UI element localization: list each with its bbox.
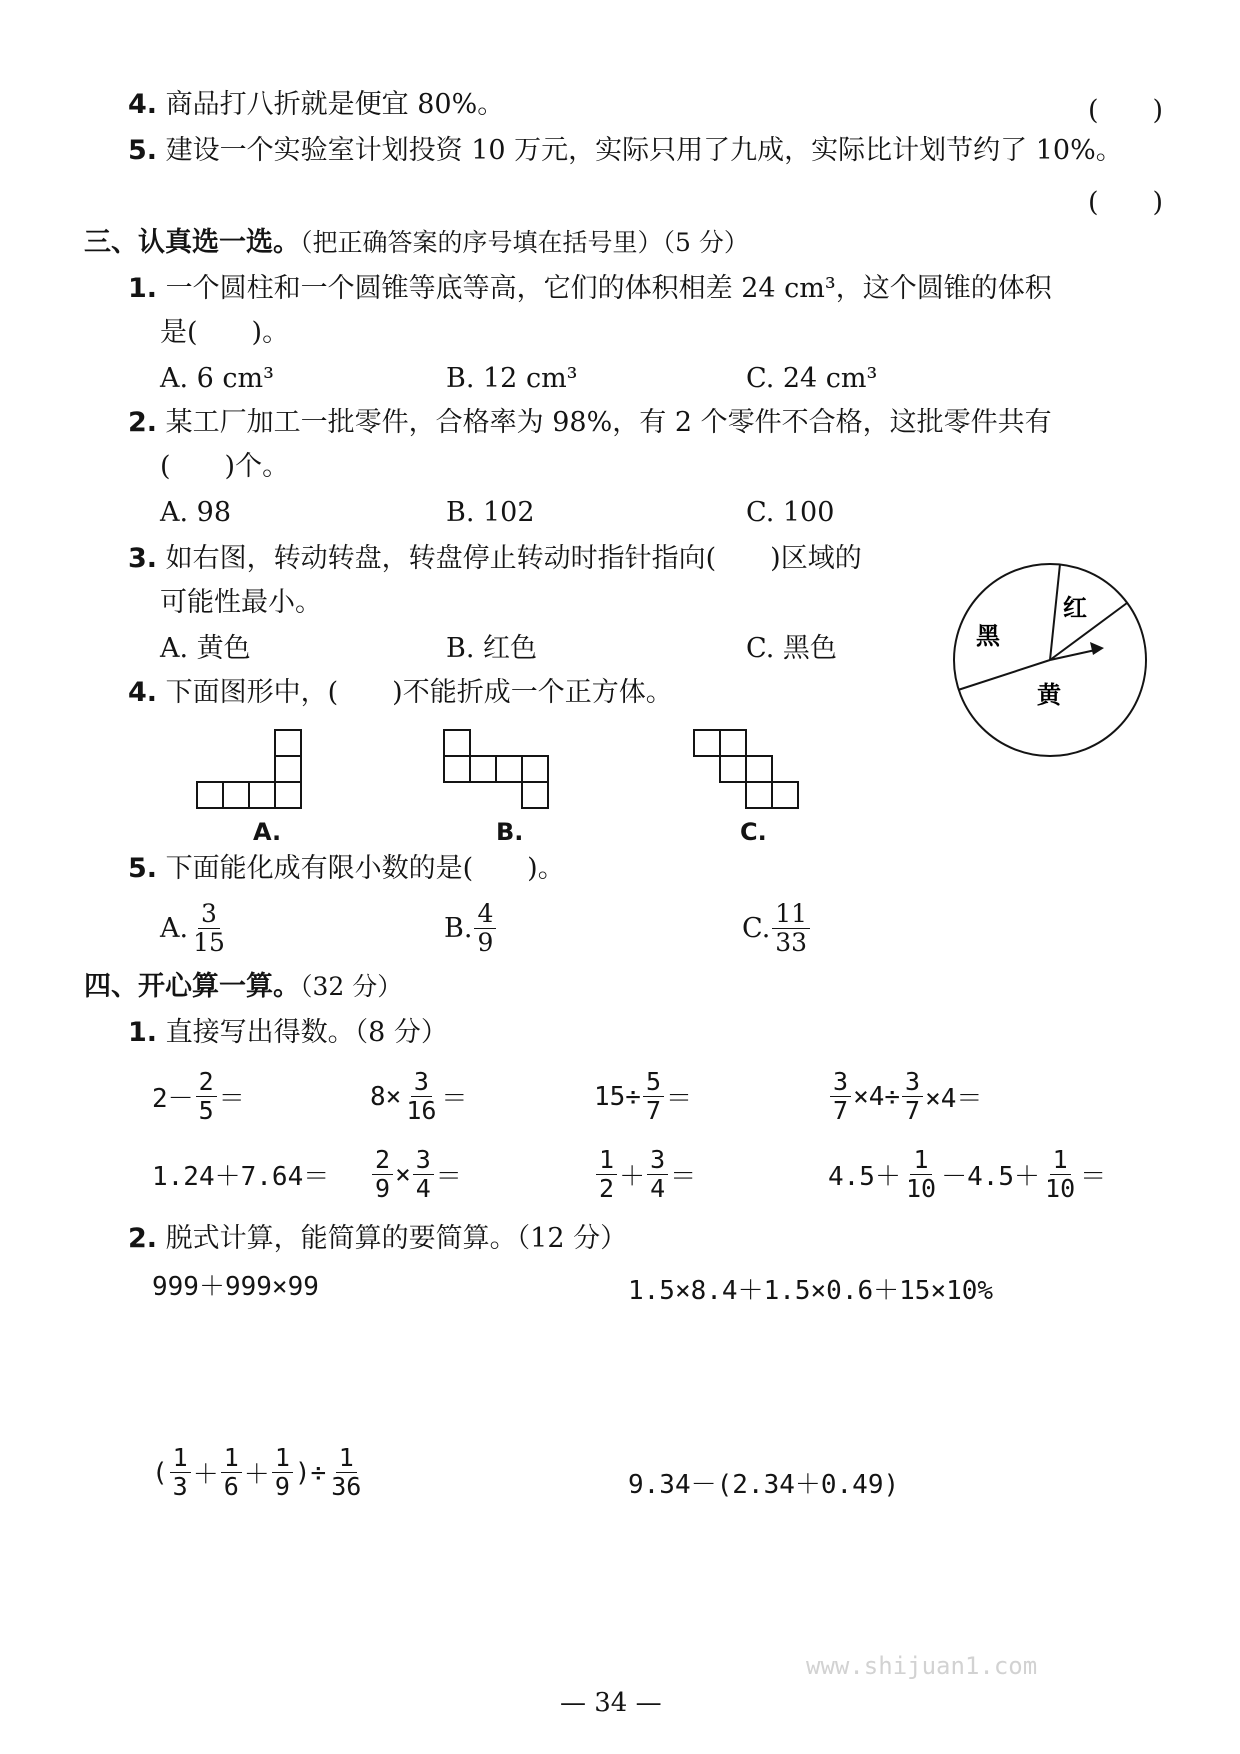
choice-question-3: 3. 如右图，转动转盘，转盘停止转动时指针指向( )区域的	[128, 543, 862, 574]
cube-net-a	[195, 726, 315, 816]
calc-step-2: 1.5×8.4＋1.5×0.6＋15×10%	[628, 1276, 994, 1306]
fraction: $\frac{1}{3}$	[170, 1444, 191, 1501]
part-2-instruction: 2. 脱式计算，能简算的要简算。（12 分）	[128, 1223, 628, 1254]
answer-paren-tf5: ( )	[1088, 187, 1164, 218]
cube-net-b	[440, 726, 560, 816]
fraction: $\frac{1}{10}$	[1045, 1145, 1076, 1203]
fraction: $\frac{2}{9}$	[372, 1146, 393, 1203]
q5-option-a: A. $\frac{3}{15}$	[160, 900, 230, 957]
section-3-heading: 三、认真选一选。（把正确答案的序号填在括号里）（5 分）	[84, 227, 749, 258]
q1-option-c: C. 24 cm³	[746, 363, 878, 394]
spinner-label-black: 黑	[976, 622, 1000, 650]
fraction: $\frac{5}{7}$	[643, 1068, 664, 1125]
fraction: $\frac{4}{9}$	[474, 900, 496, 957]
fraction: $\frac{3}{7}$	[830, 1068, 851, 1125]
spinner-diagram	[940, 550, 1160, 770]
q5-option-c: C. $\frac{11}{33}$	[742, 900, 812, 957]
choice-question-2-line2: ( )个。	[160, 451, 290, 482]
cube-net-c	[690, 726, 810, 816]
calc-step-4: 9.34－(2.34＋0.49)	[628, 1470, 900, 1500]
q5-option-b: B. $\frac{4}{9}$	[444, 900, 498, 957]
watermark: www.shijuan1.com	[806, 1652, 1038, 1680]
fraction: $\frac{3}{4}$	[413, 1146, 434, 1203]
calc-r2c3: $\frac{1}{2}$ ＋ $\frac{3}{4}$ ＝	[594, 1146, 696, 1203]
fraction: $\frac{1}{6}$	[221, 1444, 242, 1501]
cube-net-a-label: A.	[253, 818, 282, 846]
choice-question-4: 4. 下面图形中，( )不能折成一个正方体。	[128, 677, 673, 708]
cube-net-c-label: C.	[740, 818, 767, 846]
q2-option-c: C. 100	[746, 497, 835, 528]
q1-option-a: A. 6 cm³	[160, 363, 274, 394]
part-1-instruction: 1. 直接写出得数。（8 分）	[128, 1017, 448, 1048]
spinner-label-red: 红	[1063, 594, 1087, 622]
fraction: $\frac{3}{16}$	[406, 1067, 437, 1125]
fraction: $\frac{3}{4}$	[647, 1146, 668, 1203]
q2-option-b: B. 102	[446, 497, 535, 528]
fraction: $\frac{2}{5}$	[196, 1068, 217, 1125]
tf-question-5: 5. 建设一个实验室计划投资 10 万元，实际只用了九成，实际比计划节约了 10%。	[128, 135, 1123, 166]
section-4-heading: 四、开心算一算。（32 分）	[84, 971, 403, 1002]
calc-r1c3: 15÷ $\frac{5}{7}$ ＝	[594, 1067, 693, 1125]
fraction: $\frac{1}{36}$	[331, 1443, 362, 1501]
fraction: $\frac{1}{10}$	[905, 1145, 937, 1203]
calc-r2c1: 1.24＋7.64＝	[152, 1161, 330, 1192]
choice-question-3-line2: 可能性最小。	[160, 587, 322, 618]
q1-option-b: B. 12 cm³	[446, 363, 578, 394]
page-number: — 34 —	[560, 1688, 662, 1718]
q2-option-a: A. 98	[160, 497, 232, 528]
tf-question-4: 4. 商品打八折就是便宜 80%。	[128, 89, 505, 120]
choice-question-1: 1. 一个圆柱和一个圆锥等底等高，它们的体积相差 24 cm³，这个圆锥的体积	[128, 273, 1052, 304]
calc-step-3: ( $\frac{1}{3}$ ＋ $\frac{1}{6}$ ＋ $\frac{1}{9}$ )÷ $\frac{1}{36}$	[152, 1444, 366, 1501]
choice-question-1-line2: 是( )。	[160, 317, 290, 348]
spinner-label-yellow: 黄	[1037, 681, 1061, 709]
answer-paren-tf4: ( )	[1088, 95, 1164, 126]
spinner-pointer-arrowhead	[1090, 642, 1104, 655]
choice-question-5: 5. 下面能化成有限小数的是( )。	[128, 853, 565, 884]
fraction: $\frac{3}{7}$	[902, 1068, 923, 1125]
calc-r1c1: 2－ $\frac{2}{5}$ ＝	[152, 1067, 245, 1125]
calc-r1c2: 8× $\frac{3}{16}$ ＝	[370, 1067, 468, 1125]
q3-option-b: B. 红色	[446, 633, 538, 664]
fraction: $\frac{3}{15}$	[193, 899, 225, 957]
spinner-divider-red-left	[1050, 564, 1060, 660]
calc-r2c4: 4.5＋ $\frac{1}{10}$ －4.5＋ $\frac{1}{10}$ ＝	[828, 1145, 1107, 1203]
calc-r1c4: $\frac{3}{7}$ ×4÷ $\frac{3}{7}$ ×4＝	[828, 1068, 982, 1125]
cube-net-b-label: B.	[496, 818, 524, 846]
choice-question-2: 2. 某工厂加工一批零件，合格率为 98%，有 2 个零件不合格，这批零件共有	[128, 407, 1052, 438]
q3-option-c: C. 黑色	[746, 633, 837, 664]
q3-option-a: A. 黄色	[160, 633, 251, 664]
calc-r2c2: $\frac{2}{9}$ × $\frac{3}{4}$ ＝	[370, 1146, 462, 1203]
fraction: $\frac{11}{33}$	[772, 900, 810, 957]
calc-step-1: 999＋999×99	[152, 1272, 319, 1302]
fraction: $\frac{1}{9}$	[272, 1444, 293, 1501]
fraction: $\frac{1}{2}$	[596, 1146, 617, 1203]
